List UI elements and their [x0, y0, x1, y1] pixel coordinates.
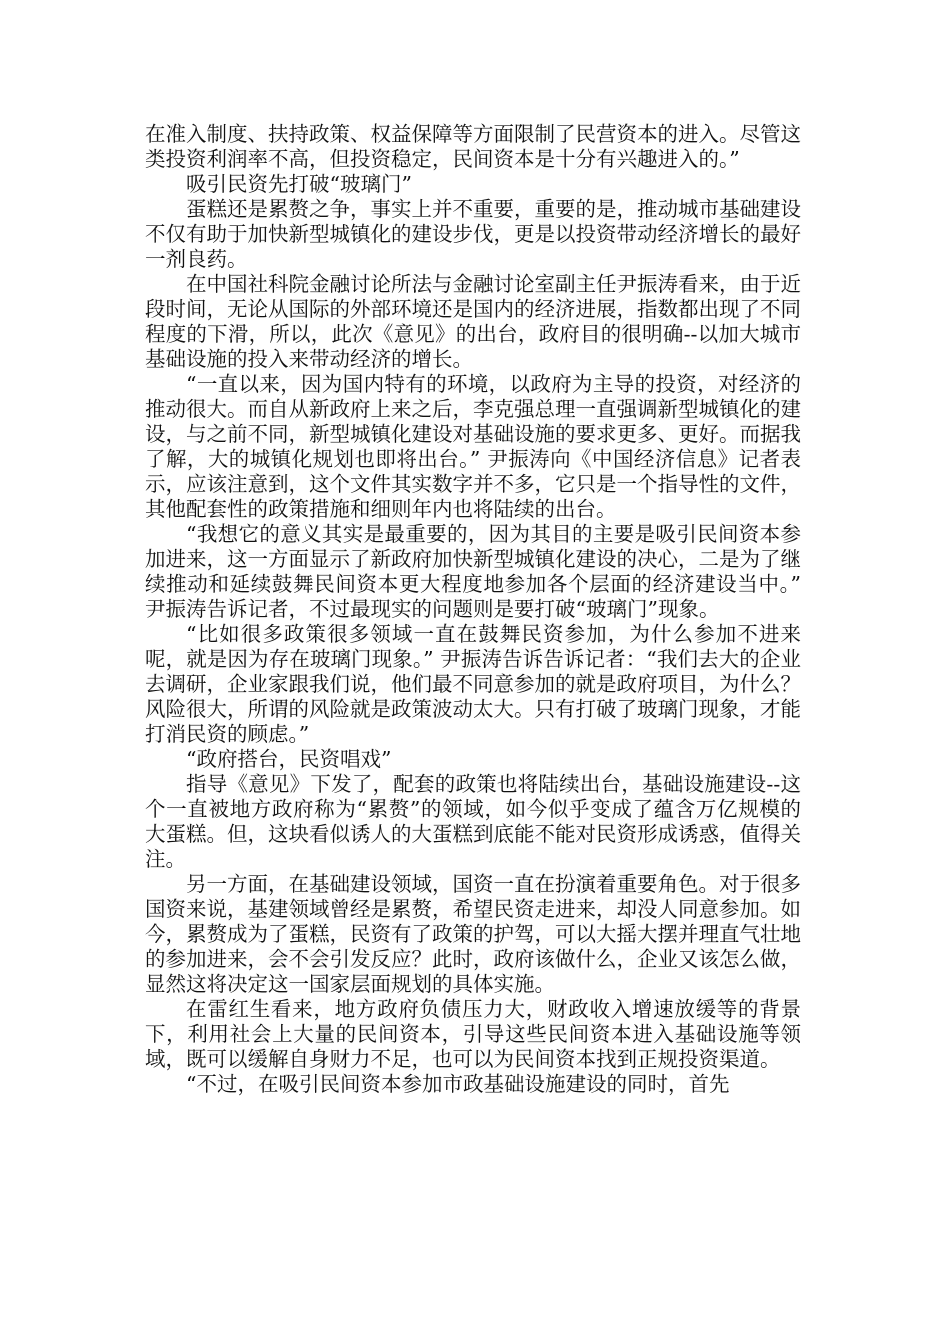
paragraph-6: “我想它的意义其实是最重要的，因为其目的主要是吸引民间资本参加进来，这一方面显示了新政府加快新型城镇化建设的决心，二是为了继续推动和延续鼓舞民间资本更大程度地参加各个层面的经济建设当中。” 尹振涛告诉记者，不过最现实的问题则是要打破“玻璃门”现象。: [145, 522, 801, 621]
paragraph-9: 指导《意见》下发了，配套的政策也将陆续出台，基础设施建设--这个一直被地方政府称为“累赘”的领域，如今似乎变成了蕴含万亿规模的大蛋糕。但，这块看似诱人的大蛋糕到底能不能对民资形成诱惑，值得关注。: [145, 772, 801, 871]
section-heading-government-stage: “政府搭台，民资唱戏”: [186, 747, 392, 771]
paragraph-10: 另一方面，在基础建设领域，国资一直在扮演着重要角色。对于很多国资来说，基建领域曾经是累赘，希望民资走进来，却没人同意参加。如今，累赘成为了蛋糕，民资有了政策的护驾，可以大摇大摆并理直气壮地的参加进来，会不会引发反应？此时，政府该做什么，企业又该怎么做，显然这将决定这一国家层面规划的具体实施。: [145, 872, 801, 996]
paragraph-4: 在中国社科院金融讨论所法与金融讨论室副主任尹振涛看来，由于近段时间，无论从国际的外部环境还是国内的经济进展，指数都出现了不同程度的下滑，所以，此次《意见》的出台，政府目的很明确--以加大城市基础设施的投入来带动经济的增长。: [145, 272, 801, 371]
paragraph-5: “一直以来，因为国内特有的环境，以政府为主导的投资，对经济的推动很大。而自从新政府上来之后，李克强总理一直强调新型城镇化的建设，与之前不同，新型城镇化建设对基础设施的要求更多、更好。而据我了解，大的城镇化规划也即将出台。” 尹振涛向《中国经济信息》记者表示，应该注意到，这个文件其实数字并不多，它只是一个指导性的文件，其他配套性的政策措施和细则年内也将陆续的出台。: [145, 372, 801, 521]
paragraph-12: “不过，在吸引民间资本参加市政基础设施建设的同时，首先: [186, 1072, 730, 1096]
section-heading-glass-door: 吸引民资先打破“玻璃门”: [186, 172, 412, 196]
document-page: [145, 122, 801, 1097]
paragraph-11: 在雷红生看来，地方政府负债压力大，财政收入增速放缓等的背景下，利用社会上大量的民间资本，引导这些民间资本进入基础设施等领域，既可以缓解自身财力不足，也可以为民间资本找到正规投资渠道。: [145, 997, 801, 1071]
paragraph-1: 在准入制度、扶持政策、权益保障等方面限制了民营资本的进入。尽管这类投资利润率不高，但投资稳定，民间资本是十分有兴趣进入的。”: [145, 122, 801, 171]
paragraph-7: “比如很多政策很多领域一直在鼓舞民资参加，为什么参加不进来呢，就是因为存在玻璃门现象。” 尹振涛告诉告诉记者：“我们去大的企业去调研，企业家跟我们说，他们最不同意参加的就是政府项目，为什么？风险很大，所谓的风险就是政策波动太大。只有打破了玻璃门现象，才能打消民资的顾虑。”: [145, 622, 801, 746]
paragraph-3: 蛋糕还是累赘之争，事实上并不重要，重要的是，推动城市基础建设不仅有助于加快新型城镇化的建设步伐，更是以投资带动经济增长的最好一剂良药。: [145, 197, 801, 271]
